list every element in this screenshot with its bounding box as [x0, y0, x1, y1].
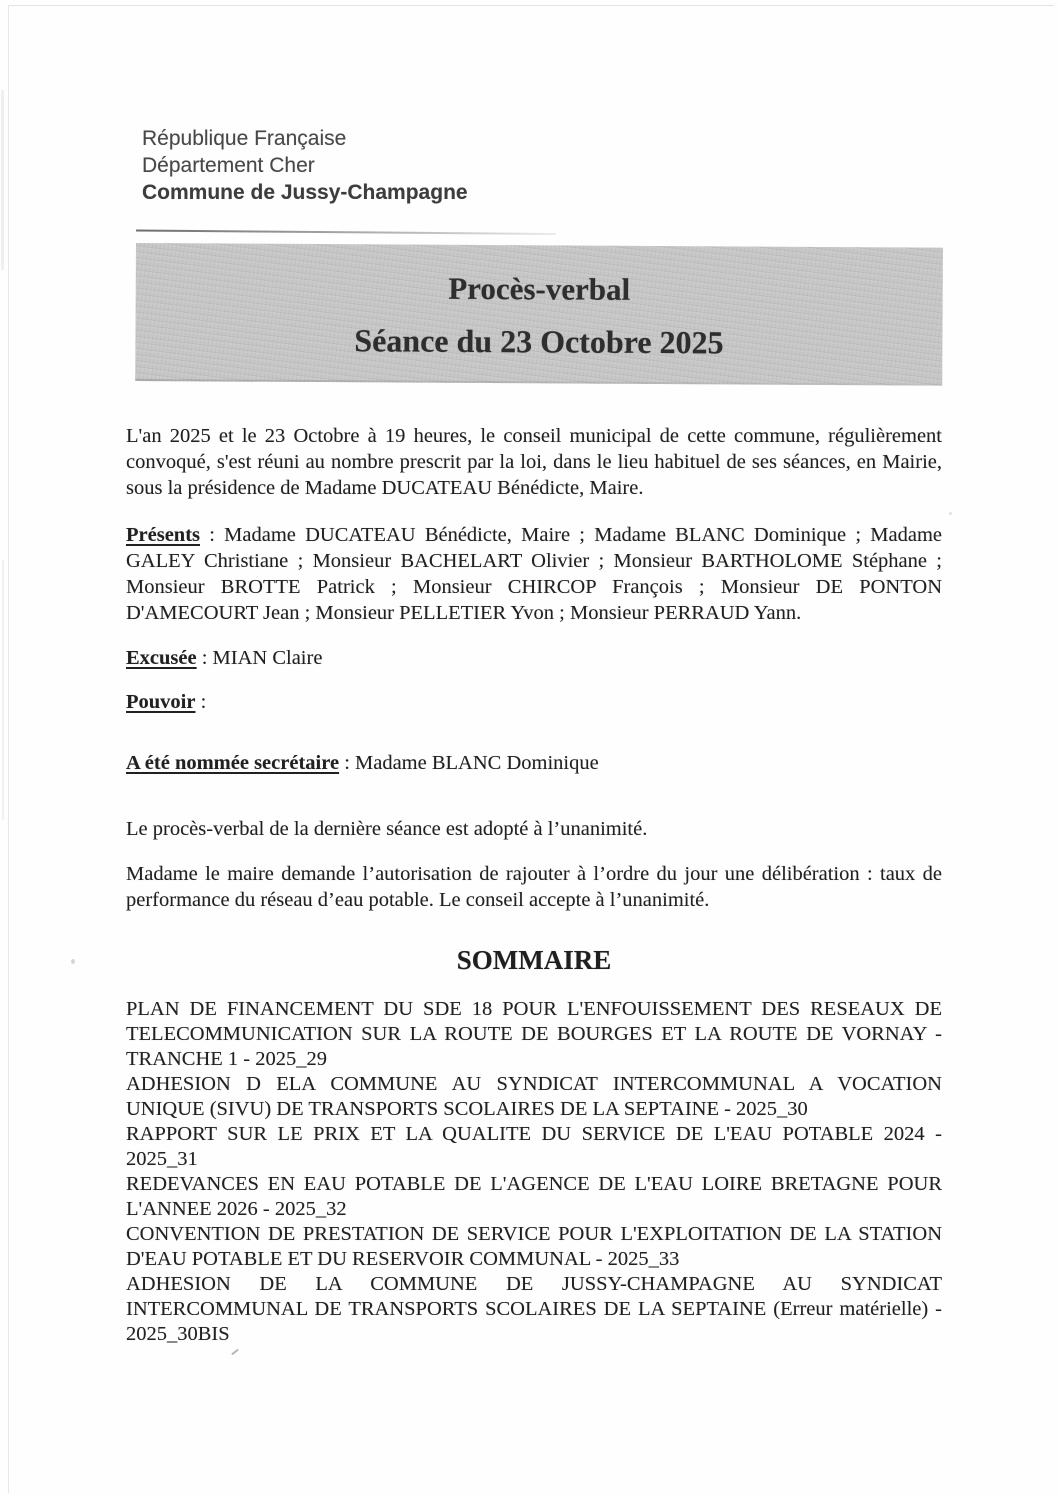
sommaire-item: REDEVANCES EN EAU POTABLE DE L'AGENCE DE L'EAU LOIRE BRETAGNE POUR L'ANNEE 2026 - 2025_32	[126, 1173, 942, 1220]
header-republique-francaise: République Française	[142, 127, 347, 150]
title-banner	[135, 243, 943, 386]
sommaire-item: PLAN DE FINANCEMENT DU SDE 18 POUR L'ENFOUISSEMENT DES RESEAUX DE TELECOMMUNICATION SUR LA ROUTE DE BOURGES ET LA ROUTE DE VORNAY - TRANCHE 1 - 2025_29	[126, 998, 942, 1070]
attendance-presents	[126, 522, 942, 626]
paragraph-pv-adopte: Le procès-verbal de la dernière séance est adopté à l’unanimité.	[126, 818, 648, 840]
sommaire-list	[126, 997, 942, 1347]
sommaire-heading: SOMMAIRE	[456, 945, 612, 975]
scan-tick-artifact	[231, 1349, 239, 1356]
secretaire-label: A été nommée secrétaire	[126, 752, 340, 774]
scan-speck	[71, 959, 75, 964]
scan-speck	[949, 512, 952, 515]
pouvoir-value: :	[195, 691, 207, 713]
excusee-value: : MIAN Claire	[196, 647, 323, 669]
sommaire-item: ADHESION DE LA COMMUNE DE JUSSY-CHAMPAGNE AU SYNDICAT INTERCOMMUNAL DE TRANSPORTS SCOLAIRES DE LA SEPTAINE (Erreur matérielle) - 2025_30BIS	[126, 1273, 942, 1345]
scan-edge-top-line	[8, 5, 1054, 6]
document-title: Procès-verbal	[448, 270, 631, 307]
intro-paragraph: L'an 2025 et le 23 Octobre à 19 heures, le conseil municipal de cette commune, régulièrement convoqué, s'est réuni au nombre prescrit par la loi, dans le lieu habituel de ses séances, en Mairie, sous la présidence de Madame DUCATEAU Bénédicte, Maire.	[126, 425, 942, 499]
sommaire-item: CONVENTION DE PRESTATION DE SERVICE POUR L'EXPLOITATION DE LA STATION D'EAU POTABLE ET DU RESERVOIR COMMUNAL - 2025_33	[126, 1223, 942, 1270]
presents-label: Présents	[126, 524, 201, 546]
header-departement: Département Cher	[142, 154, 315, 177]
document-header	[142, 125, 468, 206]
paragraph-ordre-du-jour: Madame le maire demande l’autorisation de rajouter à l’ordre du jour une délibération : taux de performance du réseau d’eau potable. Le conseil accepte à l’unanimité.	[126, 863, 942, 911]
attendance-secretaire	[126, 750, 942, 776]
scan-edge-left-line	[8, 5, 9, 1493]
attendance-pouvoir	[126, 689, 942, 715]
scan-left-smudge	[1, 90, 4, 270]
pouvoir-label: Pouvoir	[126, 691, 196, 713]
secretaire-value: : Madame BLANC Dominique	[339, 752, 599, 774]
attendance-excusee	[126, 645, 942, 671]
header-commune: Commune de Jussy-Champagne	[142, 181, 468, 204]
sommaire-item: RAPPORT SUR LE PRIX ET LA QUALITE DU SERVICE DE L'EAU POTABLE 2024 - 2025_31	[126, 1123, 942, 1170]
excusee-label: Excusée	[126, 647, 197, 669]
sommaire-item: ADHESION D ELA COMMUNE AU SYNDICAT INTERCOMMUNAL A VOCATION UNIQUE (SIVU) DE TRANSPORTS SCOLAIRES DE LA SEPTAINE - 2025_30	[126, 1073, 942, 1120]
scan-left-smudge	[2, 560, 4, 820]
presents-value: : Madame DUCATEAU Bénédicte, Maire ; Madame BLANC Dominique ; Madame GALEY Christiane ; Monsieur BACHELART Olivier ; Monsieur BARTHOLOME Stéphane ; Monsieur BROTTE Patrick ; Monsieur CHIRCOP François ; Monsieur DE PONTON D'AMECOURT Jean ; Monsieur PELLETIER Yvon ; Monsieur PERRAUD Yann.	[126, 524, 942, 624]
session-date-title: Séance du 23 Octobre 2025	[354, 322, 724, 361]
